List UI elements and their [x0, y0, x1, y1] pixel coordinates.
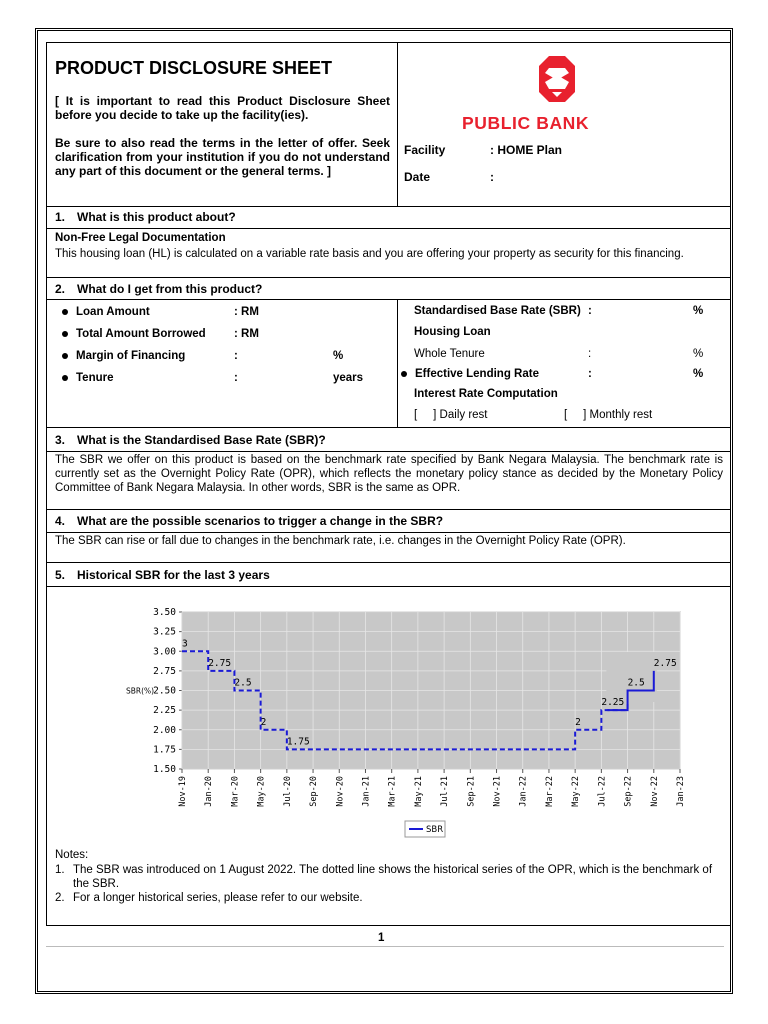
header-divider — [397, 42, 398, 206]
section-4-title: 4. What are the possible scenarios to trigger a change in the SBR? — [55, 514, 444, 528]
detail-value: : — [234, 350, 238, 362]
x-tick-label: Nov-20 — [335, 776, 346, 807]
intro-text-2: Be sure to also read the terms in the letter of offer. Seek clarification from your institution if you do not understand any part of this document or the general terms. ] — [55, 136, 390, 178]
x-tick-label: Jul-21 — [440, 776, 451, 807]
divider — [46, 299, 731, 300]
section-2-title: 2. What do I get from this product? — [55, 282, 263, 296]
x-tick-label: Nov-21 — [492, 776, 503, 807]
elr-item: Effective Lending Rate — [401, 367, 539, 381]
sbr-explanation: The SBR we offer on this product is based on the benchmark rate specified by Bank Negara Malaysia. The benchmark rate is currently set as the Overnight Policy Rate (OPR), which reflects the monetary policy stance as decided by the Monetary Policy Committee of Bank Negara Malaysia. In other words, SBR is the same as OPR. — [55, 454, 723, 494]
y-tick-label: 1.50 — [153, 764, 176, 775]
x-tick-label: Mar-22 — [544, 776, 555, 807]
interest-computation-label: Interest Rate Computation — [414, 388, 558, 400]
section-1-title: 1. What is this product about? — [55, 210, 236, 224]
detail-value: : RM — [234, 328, 259, 340]
x-tick-label: Jan-23 — [676, 776, 686, 807]
bullet-icon — [62, 309, 68, 315]
data-label: 2.75 — [653, 657, 677, 669]
divider — [46, 228, 731, 229]
detail-value: : RM — [234, 306, 259, 318]
bullet-icon — [62, 375, 68, 381]
y-tick-label: 2.50 — [153, 685, 176, 697]
sbr-colon: : — [588, 305, 592, 317]
detail-value: : — [234, 372, 238, 384]
data-label: 1.75 — [286, 736, 310, 748]
data-label: 2.5 — [627, 677, 645, 689]
divider — [46, 206, 731, 207]
x-tick-label: May-22 — [571, 776, 582, 807]
detail-unit: % — [333, 350, 344, 362]
x-tick-label: Jan-20 — [204, 776, 215, 807]
data-label: 2.25 — [601, 697, 625, 709]
detail-label: Tenure — [62, 371, 114, 385]
y-tick-label: 1.75 — [153, 744, 176, 756]
divider — [46, 925, 731, 926]
divider — [46, 586, 731, 587]
page-title: PRODUCT DISCLOSURE SHEET — [55, 58, 333, 78]
section-5-title: 5. Historical SBR for the last 3 years — [55, 568, 270, 582]
x-tick-label: Mar-21 — [387, 776, 398, 807]
x-tick-label: Sep-20 — [309, 776, 320, 807]
sbr-label: Standardised Base Rate (SBR) — [414, 305, 581, 317]
x-tick-label: Jul-20 — [282, 776, 293, 807]
facility-value: : HOME Plan — [490, 143, 563, 157]
y-tick-label: 3.25 — [153, 626, 176, 638]
footer-rule — [46, 946, 724, 947]
x-tick-label: Jan-21 — [361, 776, 372, 807]
x-tick-label: Jul-22 — [597, 776, 608, 807]
note-number: 1. — [55, 864, 65, 876]
product-description: This housing loan (HL) is calculated on a variable rate basis and you are offering your property as security for this financing. — [55, 248, 684, 260]
section-3-title: 3. What is the Standardised Base Rate (SBR)? — [55, 433, 326, 447]
note-text: The SBR was introduced on 1 August 2022. The dotted line shows the historical series of the OPR, which is the benchmark of the SBR. — [73, 864, 713, 890]
detail-label: Margin of Financing — [62, 349, 185, 363]
x-tick-label: Sep-21 — [466, 776, 477, 807]
whole-tenure-unit: % — [693, 348, 704, 360]
intro-text: [ It is important to read this Product Disclosure Sheet before you decide to take up the facility(ies). — [55, 94, 390, 122]
y-axis-label: SBR(%) — [126, 686, 155, 696]
y-tick-label: 2.25 — [153, 705, 176, 717]
bullet-icon — [62, 353, 68, 359]
notes-title: Notes: — [55, 849, 89, 861]
detail-label: Loan Amount — [62, 305, 150, 319]
whole-tenure-colon: : — [588, 348, 592, 360]
data-label: 2 — [260, 716, 267, 728]
elr-unit: % — [693, 368, 704, 380]
public-bank-logo-icon — [537, 54, 577, 104]
sbr-unit: % — [693, 305, 704, 317]
y-tick-label: 3.00 — [153, 646, 176, 658]
brand-name: PUBLIC BANK — [462, 113, 590, 133]
x-tick-label: May-21 — [413, 776, 424, 807]
x-tick-label: May-20 — [256, 776, 267, 807]
date-label: Date — [404, 170, 431, 184]
data-label: 2.5 — [234, 677, 252, 689]
bullet-icon — [401, 371, 407, 377]
note-number: 2. — [55, 892, 65, 904]
detail-unit: years — [333, 372, 364, 384]
x-tick-label: Nov-22 — [649, 776, 660, 807]
data-label: 2 — [575, 716, 581, 728]
sbr-change-scenarios: The SBR can rise or fall due to changes in the benchmark rate, i.e. changes in the Overnight Policy Rate (OPR). — [55, 535, 626, 547]
data-label: 2.75 — [208, 657, 232, 669]
x-tick-label: Mar-20 — [230, 776, 241, 807]
elr-colon: : — [588, 368, 592, 380]
page-number: 1 — [378, 932, 385, 944]
note-text: For a longer historical series, please refer to our website. — [73, 892, 363, 904]
y-tick-label: 2.00 — [153, 724, 176, 736]
x-tick-label: Nov-19 — [178, 776, 188, 807]
y-tick-label: 3.50 — [153, 607, 176, 618]
divider — [46, 451, 731, 452]
divider — [46, 427, 731, 428]
section-2-divider — [397, 299, 398, 427]
legend-label: SBR — [426, 825, 444, 835]
bullet-icon — [62, 331, 68, 337]
divider — [46, 562, 731, 563]
divider — [46, 532, 731, 533]
facility-label: Facility — [404, 143, 446, 157]
divider — [46, 277, 731, 278]
product-subtitle: Non-Free Legal Documentation — [55, 232, 226, 244]
y-tick-label: 2.75 — [153, 665, 176, 677]
x-tick-label: Jan-22 — [518, 776, 529, 807]
monthly-rest-checkbox[interactable]: [ ] Monthly rest — [564, 409, 653, 421]
whole-tenure-label: Whole Tenure — [414, 348, 485, 360]
data-label: 3 — [182, 638, 188, 650]
date-value: : — [490, 170, 494, 184]
x-tick-label: Sep-22 — [623, 776, 634, 807]
daily-rest-checkbox[interactable]: [ ] Daily rest — [414, 409, 488, 421]
divider — [46, 509, 731, 510]
housing-loan-label: Housing Loan — [414, 326, 491, 338]
detail-label: Total Amount Borrowed — [62, 327, 206, 341]
historical-sbr-chart — [90, 600, 700, 840]
